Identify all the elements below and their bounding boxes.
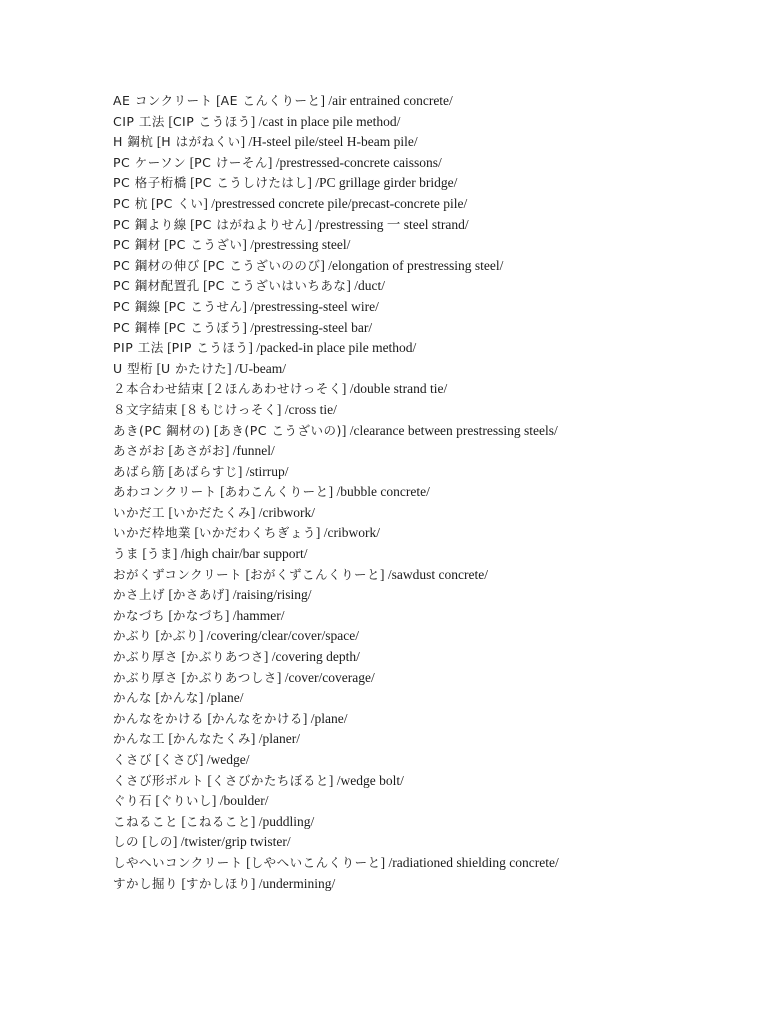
entry-term: くさび形ボルト — [113, 772, 205, 788]
entry-gloss: /wedge bolt/ — [336, 772, 404, 788]
glossary-entry — [113, 503, 733, 524]
bracket-open: [ — [155, 690, 160, 706]
entry-gloss: /double strand tie/ — [349, 381, 448, 397]
glossary-entry — [113, 523, 733, 544]
glossary-entry — [113, 215, 733, 236]
bracket-close: ] — [250, 504, 256, 520]
bracket-close: ] — [203, 195, 208, 211]
glossary-entry — [113, 565, 733, 586]
entry-gloss: /plane/ — [206, 690, 244, 706]
bracket-open: [ — [142, 834, 147, 850]
glossary-entry — [113, 853, 733, 874]
bracket-open: [ — [168, 731, 173, 747]
glossary-entry — [113, 276, 733, 297]
entry-gloss: /raising/rising/ — [232, 587, 312, 603]
entry-gloss: /high chair/bar support/ — [180, 546, 308, 562]
entry-term: かぶり厚さ — [113, 649, 179, 665]
entry-reading: あばらすじ — [172, 463, 238, 479]
glossary-entry — [113, 544, 733, 565]
entry-gloss: /planer/ — [258, 731, 301, 747]
bracket-open: [ — [220, 484, 225, 500]
entry-gloss: /cross tie/ — [284, 401, 337, 417]
entry-term: しやへいコンクリート — [113, 854, 243, 870]
bracket-close: ] — [346, 278, 351, 294]
entry-reading: PC はがねよりせん — [194, 216, 308, 232]
entry-gloss: /boulder/ — [219, 793, 269, 809]
entry-term: うま — [113, 546, 140, 562]
entry-gloss: /hammer/ — [232, 607, 285, 623]
bracket-close: ] — [198, 628, 204, 644]
bracket-close: ] — [276, 401, 282, 417]
glossary-entry — [113, 173, 733, 194]
bracket-open: [ — [151, 195, 156, 211]
entry-reading: PC こうざいはいちあな — [207, 278, 347, 294]
entry-reading: いかだわくちぎょう — [198, 525, 316, 541]
entry-term: かさ上げ — [113, 587, 166, 603]
bracket-open: [ — [190, 175, 195, 191]
entry-term: かぶり — [113, 628, 153, 644]
bracket-close: ] — [242, 319, 247, 335]
bracket-open: [ — [194, 525, 199, 541]
bracket-close: ] — [380, 854, 386, 870]
entry-term: PC 杭 — [113, 195, 148, 211]
entry-reading: あさがお — [172, 443, 225, 459]
bracket-close: ] — [198, 690, 204, 706]
bracket-open: [ — [164, 298, 169, 314]
entry-term: かんな工 — [113, 731, 166, 747]
bracket-open: [ — [155, 628, 160, 644]
glossary-entry — [113, 874, 733, 895]
bracket-open: [ — [155, 752, 160, 767]
bracket-open: [ — [181, 649, 186, 665]
entry-gloss: /radiationed shielding concrete/ — [388, 854, 559, 870]
bracket-close: ] — [250, 731, 256, 747]
bracket-open: [ — [156, 134, 162, 150]
bracket-open: [ — [168, 443, 173, 459]
entry-reading: かんなたくみ — [172, 731, 251, 747]
entry-term: いかだ工 — [113, 504, 166, 520]
entry-gloss: /elongation of prestressing steel/ — [328, 257, 504, 273]
entry-gloss: /cribwork/ — [258, 504, 316, 520]
bracket-open: [ — [203, 257, 208, 273]
entry-reading: かなづち — [172, 607, 225, 623]
bracket-close: ] — [224, 607, 230, 623]
entry-gloss: /bubble concrete/ — [336, 484, 430, 500]
bracket-open: [ — [189, 154, 195, 170]
glossary-entry — [113, 832, 733, 853]
bracket-close: ] — [172, 546, 178, 562]
entry-gloss: /funnel/ — [232, 443, 275, 459]
glossary-entry — [113, 235, 733, 256]
glossary-entry — [113, 338, 733, 359]
entry-gloss: /twister/grip twister/ — [180, 834, 291, 850]
entry-term: くさび — [113, 752, 153, 767]
entry-term: おがくずコンクリート — [113, 566, 243, 582]
entry-term: H 鋼杭 — [113, 134, 154, 150]
entry-reading: PC こうざい — [168, 237, 243, 253]
bracket-open: [ — [181, 669, 186, 685]
entry-gloss: /prestressed concrete pile/precast-concrete pile/ — [211, 195, 468, 211]
entry-term: PC 格子桁橋 — [113, 175, 187, 191]
glossary-entry — [113, 771, 733, 792]
entry-gloss: /stirrup/ — [245, 463, 289, 479]
entry-gloss: /duct/ — [354, 278, 385, 294]
entry-reading: PIP こうほう — [171, 340, 249, 356]
entry-reading: かさあげ — [172, 587, 225, 603]
bracket-close: ] — [276, 669, 282, 685]
entry-gloss: /prestressing-steel bar/ — [250, 319, 373, 335]
glossary-document — [113, 91, 733, 894]
entry-reading: PC こうしけたはし — [194, 175, 308, 191]
bracket-open: [ — [213, 422, 219, 438]
entry-term: かんな — [113, 690, 153, 706]
entry-term: いかだ枠地業 — [113, 525, 192, 541]
glossary-entry — [113, 647, 733, 668]
entry-gloss: /puddling/ — [258, 813, 315, 829]
bracket-open: [ — [168, 504, 173, 520]
glossary-entry — [113, 297, 733, 318]
entry-term: かなづち — [113, 607, 166, 623]
bracket-open: [ — [203, 278, 208, 294]
bracket-open: [ — [142, 546, 147, 562]
bracket-close: ] — [315, 525, 321, 541]
entry-term: PC 鋼材の伸び — [113, 257, 200, 273]
bracket-open: [ — [190, 216, 195, 232]
bracket-open: [ — [156, 360, 161, 376]
bracket-open: [ — [181, 875, 186, 891]
bracket-close: ] — [320, 257, 325, 273]
entry-gloss: /plane/ — [310, 710, 348, 726]
glossary-entry — [113, 400, 733, 421]
entry-gloss: /cast in place pile method/ — [258, 113, 401, 129]
bracket-open: [ — [168, 607, 173, 623]
glossary-entry — [113, 256, 733, 277]
entry-gloss: /U-beam/ — [235, 360, 286, 376]
bracket-open: [ — [207, 381, 212, 397]
bracket-close: ] — [242, 298, 247, 314]
bracket-close: ] — [307, 216, 312, 232]
entry-term: PC ケーソン — [113, 154, 187, 170]
entry-gloss: /prestressing 一 steel strand/ — [315, 216, 469, 232]
entry-term: PC 鋼材 — [113, 237, 161, 253]
entry-term: ２本合わせ結束 — [113, 381, 205, 397]
bracket-close: ] — [237, 463, 243, 479]
glossary-entry — [113, 750, 733, 771]
entry-reading: こねること — [185, 813, 251, 829]
entry-term: かんなをかける — [113, 710, 205, 726]
bracket-open: [ — [168, 113, 173, 129]
entry-gloss: /PC grillage girder bridge/ — [315, 175, 458, 191]
entry-gloss: /packed-in place pile method/ — [256, 340, 417, 356]
entry-reading: かんな — [159, 690, 199, 706]
entry-gloss: /wedge/ — [206, 752, 250, 767]
entry-term: PC 鋼より線 — [113, 216, 187, 232]
entry-term: すかし掘り — [113, 875, 179, 891]
entry-term: CIP 工法 — [113, 113, 165, 129]
entry-reading: ２ほんあわせけっそく — [211, 381, 342, 397]
glossary-entry — [113, 441, 733, 462]
entry-reading: PC けーそん — [194, 154, 268, 170]
entry-reading: かぶりあつしさ — [185, 669, 277, 685]
bracket-open: [ — [168, 463, 173, 479]
glossary-entry — [113, 462, 733, 483]
bracket-open: [ — [164, 237, 169, 253]
entry-reading: あき(PC こうざいの) — [218, 422, 342, 438]
entry-gloss: /covering depth/ — [271, 649, 360, 665]
entry-reading: おがくずこんくりーと — [250, 566, 381, 582]
entry-reading: しやへいこんくりーと — [250, 854, 381, 870]
entry-term: U 型桁 — [113, 360, 154, 376]
glossary-entry — [113, 688, 733, 709]
entry-term: あばら筋 — [113, 463, 166, 479]
entry-gloss: /undermining/ — [258, 875, 336, 891]
entry-term: PC 鋼材配置孔 — [113, 278, 200, 294]
bracket-open: [ — [164, 319, 169, 335]
entry-term: ８文字結束 — [113, 401, 179, 417]
glossary-entry — [113, 132, 733, 153]
entry-gloss: /prestressing steel/ — [250, 237, 351, 253]
entry-reading: U かたけた — [161, 360, 228, 376]
bracket-close: ] — [341, 422, 347, 438]
bracket-open: [ — [181, 401, 186, 417]
entry-reading: すかしほり — [185, 875, 251, 891]
bracket-close: ] — [267, 154, 273, 170]
entry-term: あき(PC 鋼材の) — [113, 422, 211, 438]
entry-reading: PC こうせん — [168, 298, 243, 314]
glossary-entry — [113, 421, 733, 442]
entry-gloss: /air entrained concrete/ — [328, 93, 453, 108]
glossary-entry — [113, 812, 733, 833]
entry-term: PC 鋼線 — [113, 298, 161, 314]
entry-term: PIP 工法 — [113, 340, 164, 356]
bracket-open: [ — [168, 587, 173, 603]
bracket-close: ] — [227, 360, 232, 376]
entry-reading: くさびかたちぼると — [211, 772, 329, 788]
entry-reading: かんなをかける — [211, 710, 303, 726]
entry-term: こねること — [113, 813, 179, 829]
glossary-entry — [113, 112, 733, 133]
glossary-entry — [113, 379, 733, 400]
entry-gloss: /cover/coverage/ — [284, 669, 375, 685]
glossary-entry — [113, 482, 733, 503]
bracket-open: [ — [155, 793, 160, 809]
glossary-entry — [113, 194, 733, 215]
bracket-close: ] — [250, 113, 256, 129]
entry-reading: CIP こうほう — [172, 113, 251, 129]
entry-reading: かぶりあつさ — [185, 649, 264, 665]
entry-reading: PC こうぼう — [168, 319, 243, 335]
bracket-close: ] — [307, 175, 312, 191]
bracket-open: [ — [245, 566, 251, 582]
bracket-close: ] — [250, 875, 256, 891]
entry-gloss: /covering/clear/cover/space/ — [206, 628, 359, 644]
glossary-entry — [113, 91, 733, 112]
entry-gloss: /H-steel pile/steel H-beam pile/ — [248, 134, 418, 150]
bracket-open: [ — [167, 340, 172, 356]
glossary-entry — [113, 626, 733, 647]
entry-reading: うま — [146, 546, 173, 562]
glossary-entry — [113, 709, 733, 730]
entry-gloss: /cribwork/ — [323, 525, 381, 541]
bracket-close: ] — [263, 649, 269, 665]
entry-term: AE コンクリート — [113, 93, 213, 108]
entry-gloss: /clearance between prestressing steels/ — [349, 422, 558, 438]
entry-reading: いかだたくみ — [172, 504, 251, 520]
glossary-entry — [113, 791, 733, 812]
bracket-close: ] — [328, 484, 334, 500]
bracket-open: [ — [207, 772, 212, 788]
entry-reading: ８もじけっそく — [185, 401, 277, 417]
entry-term: しの — [113, 834, 140, 850]
entry-reading: あわこんくりーと — [224, 484, 329, 500]
entry-term: あわコンクリート — [113, 484, 217, 500]
entry-term: あさがお — [113, 443, 166, 459]
bracket-close: ] — [211, 793, 217, 809]
entry-gloss: /prestressed-concrete caissons/ — [275, 154, 442, 170]
bracket-close: ] — [302, 710, 308, 726]
entry-reading: PC こうざいののび — [207, 257, 321, 273]
bracket-close: ] — [224, 587, 230, 603]
glossary-entry — [113, 729, 733, 750]
bracket-close: ] — [240, 134, 246, 150]
bracket-open: [ — [181, 813, 186, 829]
entry-gloss: /prestressing-steel wire/ — [250, 298, 379, 314]
glossary-entry — [113, 153, 733, 174]
bracket-close: ] — [224, 443, 230, 459]
entry-reading: PC くい — [155, 195, 204, 211]
bracket-close: ] — [198, 752, 204, 767]
glossary-entry — [113, 585, 733, 606]
bracket-open: [ — [216, 93, 221, 108]
bracket-close: ] — [242, 237, 247, 253]
bracket-close: ] — [328, 772, 334, 788]
entry-reading: かぶり — [159, 628, 199, 644]
entry-reading: AE こんくりーと — [220, 93, 321, 108]
glossary-entry — [113, 359, 733, 380]
entry-term: かぶり厚さ — [113, 669, 179, 685]
entry-reading: しの — [146, 834, 173, 850]
entry-reading: ぐりいし — [159, 793, 212, 809]
glossary-entry — [113, 318, 733, 339]
bracket-close: ] — [250, 813, 256, 829]
bracket-close: ] — [320, 93, 325, 108]
entry-gloss: /sawdust concrete/ — [387, 566, 488, 582]
bracket-open: [ — [246, 854, 251, 870]
entry-term: ぐり石 — [113, 793, 153, 809]
bracket-close: ] — [380, 566, 385, 582]
glossary-entry — [113, 668, 733, 689]
bracket-close: ] — [248, 340, 253, 356]
bracket-close: ] — [172, 834, 178, 850]
entry-term: PC 鋼棒 — [113, 319, 161, 335]
entry-reading: H はがねくい — [161, 134, 241, 150]
glossary-entry — [113, 606, 733, 627]
bracket-open: [ — [207, 710, 212, 726]
entry-reading: くさび — [159, 752, 199, 767]
bracket-close: ] — [341, 381, 347, 397]
